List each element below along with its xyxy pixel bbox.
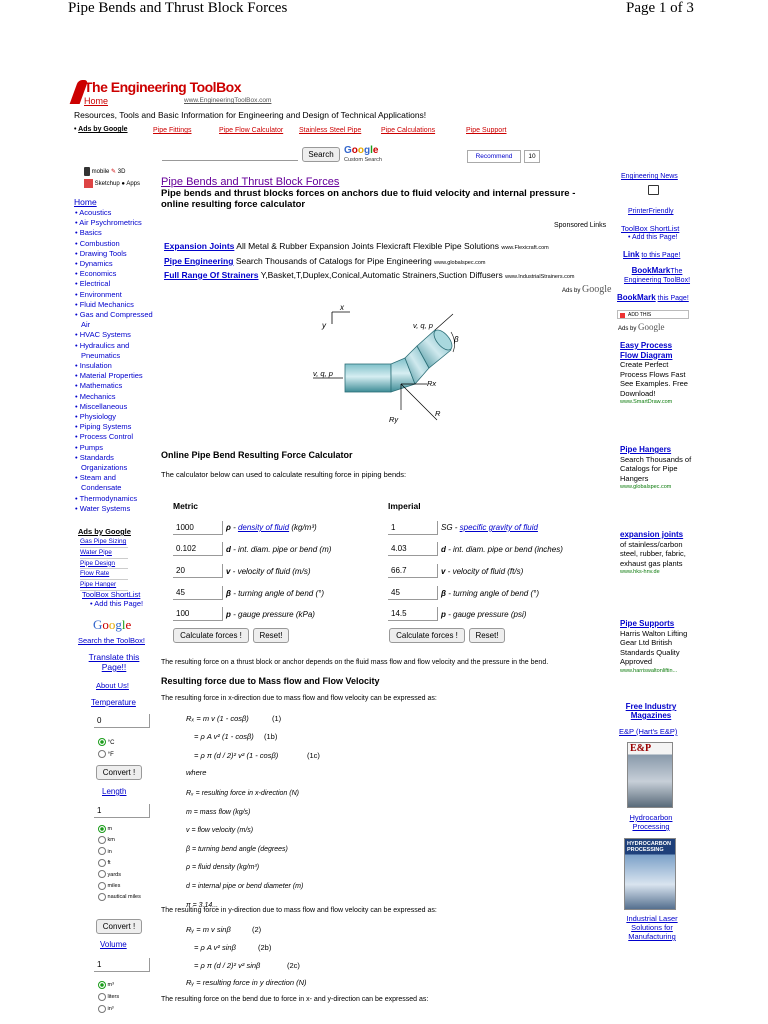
velocity-input[interactable]: 20 xyxy=(173,564,223,578)
length-input[interactable]: 1 xyxy=(94,804,150,818)
engineering-news-link[interactable]: Engineering News xyxy=(621,173,678,180)
diameter-label: d - int. diam. pipe or bend (m) xyxy=(226,545,332,554)
addthis-button[interactable]: ADD THIS xyxy=(617,310,689,319)
ry-label: Ry xyxy=(389,415,399,424)
mobile-icon[interactable] xyxy=(84,167,90,176)
right-ad-3: expansion joints of stainless/carbon steel, rubber, fabric, exhaust gas plants www.hks-hnv.de xyxy=(620,530,692,578)
diameter-imperial-label: d - int. diam. pipe or bend (inches) xyxy=(441,545,563,554)
definitions-list xyxy=(186,785,303,915)
nav-item[interactable]: Pneumatics xyxy=(81,350,121,360)
nav-item[interactable]: • Thermodynamics xyxy=(75,493,138,503)
page-subtitle: Pipe bends and thrust blocks forces on anchors due to fluid velocity and internal pressure - online resulting force calculator xyxy=(161,188,576,210)
y-axis-label: y xyxy=(322,321,326,330)
right-ads-by-google[interactable]: Ads by Google xyxy=(618,322,665,332)
radio[interactable] xyxy=(98,893,106,901)
left-add-page-link[interactable]: • Add this Page! xyxy=(90,599,144,608)
sponsor-link[interactable]: Expansion Joints xyxy=(164,241,235,251)
equation-1-number: (1) xyxy=(272,714,282,723)
equation-2: Rᵧ = m v sinβ xyxy=(186,925,231,934)
ads-by-google-main[interactable]: Ads by Google xyxy=(562,284,612,295)
angle-label: β - turning angle of bend (°) xyxy=(226,589,325,598)
nav-item[interactable]: • Gas and Compressed xyxy=(75,310,153,320)
calculator-intro: The calculator below can used to calculate resulting force in piping bends: xyxy=(161,470,407,479)
pressure-imperial-input[interactable]: 14.5 xyxy=(388,607,438,621)
inlet-flow-label: v, q, p xyxy=(313,369,333,378)
beta-label: β xyxy=(454,335,459,344)
recommend-button[interactable]: Recommend xyxy=(467,150,521,163)
density-label: ρ - density of fluid (kg/m³) xyxy=(226,523,317,532)
left-ad-link[interactable]: Gas Pipe Sizing xyxy=(80,537,128,548)
volume-options xyxy=(98,979,119,1015)
radio[interactable] xyxy=(98,993,106,1001)
nav-item[interactable]: • Process Control xyxy=(75,432,134,442)
custom-search-label: Custom Search xyxy=(344,157,382,163)
length-link[interactable]: Length xyxy=(102,787,127,796)
reset-imperial-button[interactable]: Reset! xyxy=(469,628,505,643)
nav-item[interactable]: • Acoustics xyxy=(75,208,112,217)
velocity-imperial-input[interactable]: 66.7 xyxy=(388,564,438,578)
nav-item[interactable]: • Steam and xyxy=(75,473,116,483)
equation-2-number: (2) xyxy=(252,925,262,934)
pressure-label: p - gauge pressure (kPa) xyxy=(226,610,315,619)
left-ads-list xyxy=(80,537,128,591)
radio[interactable] xyxy=(98,1005,106,1013)
pressure-imperial-label: p - gauge pressure (psi) xyxy=(441,610,527,619)
adbar-label: • Ads by Google xyxy=(74,126,128,133)
tagline: Resources, Tools and Basic Information for Engineering and Design of Technical Applications! xyxy=(74,110,427,120)
calculate-metric-button[interactable]: Calculate forces ! xyxy=(173,628,249,643)
where-label: where xyxy=(186,768,207,777)
x-axis-label: x xyxy=(340,303,344,312)
nav-item[interactable]: • Dynamics xyxy=(75,259,113,269)
site-url[interactable]: www.EngineeringToolBox.com xyxy=(184,97,272,104)
nav-item[interactable]: • Pumps xyxy=(75,442,104,452)
unit-option[interactable]: ft xyxy=(98,858,141,869)
pencil-icon[interactable]: ✎ xyxy=(111,169,117,175)
left-icons[interactable] xyxy=(84,166,140,190)
radio[interactable] xyxy=(98,750,106,758)
definition: d = internal pipe or bend diameter (m) xyxy=(186,882,304,890)
equation-2b: = ρ A v² sinβ xyxy=(194,943,236,952)
density-input[interactable]: 1000 xyxy=(173,521,223,535)
nav-item[interactable]: • Material Properties xyxy=(75,371,143,381)
pipe-inlet xyxy=(345,364,391,392)
angle-imperial-input[interactable]: 45 xyxy=(388,586,438,600)
volume-input[interactable]: 1 xyxy=(94,958,150,972)
left-shortlist-link[interactable]: ToolBox ShortList xyxy=(82,590,141,599)
magazine-2-link[interactable]: Hydrocarbon Processing xyxy=(629,813,673,831)
radio-selected[interactable] xyxy=(98,981,106,989)
final-text: The resulting force on the bend due to force in x- and y-direction can be expressed as: xyxy=(161,996,429,1003)
rx-label: Rx xyxy=(427,379,437,388)
left-ads-label: Ads by Google xyxy=(78,527,131,536)
sponsored-label: Sponsored Links xyxy=(554,222,607,229)
section-heading: Resulting force due to Mass flow and Flow Velocity xyxy=(161,676,380,686)
outlet-flow-arrow xyxy=(435,314,453,330)
temperature-link[interactable]: Temperature xyxy=(91,698,136,707)
equation-2c-number: (2c) xyxy=(287,961,300,970)
nav-item[interactable]: • Fluid Mechanics xyxy=(75,299,134,309)
nav-item[interactable]: • Piping Systems xyxy=(75,422,132,432)
left-home-link[interactable]: Home xyxy=(74,197,97,207)
unit-option[interactable]: in³ xyxy=(98,1003,119,1015)
definition: m = mass flow (kg/s) xyxy=(186,808,251,816)
left-google-logo: Google xyxy=(93,617,132,632)
sponsor-link[interactable]: Pipe Engineering xyxy=(164,256,234,266)
definition: ρ = fluid density (kg/m³) xyxy=(186,864,260,872)
nav-item[interactable]: • Standards xyxy=(75,452,114,462)
length-convert-button[interactable]: Convert ! xyxy=(96,919,142,934)
magazine-2-cover[interactable]: HYDROCARBON PROCESSING xyxy=(624,838,676,910)
nav-item[interactable]: • Air Psychrometrics xyxy=(75,218,142,228)
length-options xyxy=(98,824,141,904)
right-ad-link[interactable]: Easy Process Flow Diagram xyxy=(620,341,673,360)
right-ad-link[interactable]: expansion joints xyxy=(620,530,684,539)
sketchup-link[interactable]: Sketchup xyxy=(94,181,120,187)
outlet-flow-label: v, q, p xyxy=(413,321,433,330)
reset-metric-button[interactable]: Reset! xyxy=(253,628,289,643)
equation-2b-number: (2b) xyxy=(258,943,272,952)
angle-imperial-label: β - turning angle of bend (°) xyxy=(441,589,540,598)
radio[interactable] xyxy=(98,836,106,844)
temperature-input[interactable]: 0 xyxy=(94,714,150,728)
equation-1b: = ρ A v² (1 - cosβ) xyxy=(194,732,254,741)
result-text: The resulting force on a thrust block or anchor depends on the fluid mass flow and flow velocity and the pressure in the bend. xyxy=(161,659,549,666)
velocity-imperial-label: v - velocity of fluid (ft/s) xyxy=(441,567,524,576)
apps-link[interactable]: Apps xyxy=(126,181,141,187)
printer-icon[interactable] xyxy=(648,185,659,195)
radio[interactable] xyxy=(98,870,106,878)
adbar-link-fittings[interactable]: Pipe Fittings xyxy=(153,127,192,134)
equation-1b-number: (1b) xyxy=(264,732,278,741)
magazine-1-cover[interactable]: E&P xyxy=(627,742,673,808)
r-label: R xyxy=(435,409,441,418)
apple-icon[interactable]: ● xyxy=(121,181,125,187)
nav-item[interactable]: • Miscellaneous xyxy=(75,401,128,411)
page-number: Page 1 of 3 xyxy=(626,0,694,16)
free-magazines-link[interactable]: Free Industry Magazines xyxy=(625,702,677,720)
nav-item[interactable]: • Combustion xyxy=(75,238,120,248)
diameter-input[interactable]: 0.102 xyxy=(173,542,223,556)
right-ad-4: Pipe Supports Harris Walton Lifting Gear Ltd British Standards Quality Approved www.harriswaltonliftin... xyxy=(620,619,696,676)
nav-item[interactable]: • Physiology xyxy=(75,412,116,422)
definition: Rₓ = resulting force in x-direction (N) xyxy=(186,790,299,797)
search-input[interactable] xyxy=(162,147,298,161)
nav-item[interactable]: • Mechanics xyxy=(75,391,116,401)
left-nav xyxy=(75,208,160,514)
adbar-link-support[interactable]: Pipe Support xyxy=(466,127,507,134)
nav-item[interactable]: • Mathematics xyxy=(75,381,123,391)
equation-1c: = ρ π (d / 2)² v² (1 - cosβ) xyxy=(194,751,279,760)
page-title[interactable]: Pipe Bends and Thrust Block Forces xyxy=(161,176,340,188)
logo-home-link[interactable]: Home xyxy=(84,96,109,106)
radio-selected[interactable] xyxy=(98,825,106,833)
definition: β = turning bend angle (degrees) xyxy=(186,845,288,853)
adbar-link-flow-calc[interactable]: Pipe Flow Calculator xyxy=(219,127,284,134)
right-ad-2: Pipe Hangers Search Thousands of Catalogs for Pipe Hangers www.globalspec.com xyxy=(620,445,692,490)
definition: π = 3.14... xyxy=(186,901,219,909)
calculate-imperial-button[interactable]: Calculate forces ! xyxy=(389,628,465,643)
about-link[interactable]: About Us! xyxy=(96,681,129,690)
addthis-icon xyxy=(620,313,625,318)
unit-option[interactable]: liters xyxy=(98,991,119,1003)
recommend-count: 10 xyxy=(524,150,540,163)
equation-1: Rₓ = m v (1 - cosβ) xyxy=(186,714,249,723)
sponsor-2: Pipe Engineering Search Thousands of Catalogs for Pipe Engineering www.globalspec.com xyxy=(164,256,486,266)
unit-option[interactable]: m xyxy=(98,824,141,835)
unit-option[interactable]: in xyxy=(98,847,141,858)
nav-item[interactable]: • Water Systems xyxy=(75,503,131,513)
magazine-3-link[interactable]: Industrial Laser Solutions for Manufacturing xyxy=(626,914,678,941)
search-toolbox-link[interactable]: Search the ToolBox! xyxy=(78,636,145,645)
unit-option[interactable]: nautical miles xyxy=(98,892,141,903)
nav-item[interactable]: • Drawing Tools xyxy=(75,248,127,258)
nav-item[interactable]: Condensate xyxy=(81,483,122,493)
radio[interactable] xyxy=(98,847,106,855)
r-arrow xyxy=(401,384,437,420)
sponsor-3: Full Range Of Strainers Y,Basket,T,Duplex,Conical,Automatic Strainers,Suction Diffusers www.IndustrialStrainers.com xyxy=(164,270,575,280)
radio-selected[interactable] xyxy=(98,738,106,746)
right-add-page-link[interactable]: • Add this Page! xyxy=(628,234,678,241)
logo-text[interactable]: The Engineering ToolBox xyxy=(84,79,242,95)
unit-option[interactable]: m³ xyxy=(98,979,119,991)
nav-item[interactable]: • Insulation xyxy=(75,361,112,371)
bookmark-toolbox[interactable]: BookMarkThe Engineering ToolBox! xyxy=(623,266,691,284)
printer-friendly-link[interactable]: PrinterFriendly xyxy=(628,208,674,215)
bookmark-page[interactable]: BookMark this Page! xyxy=(617,293,689,302)
left-ad-link[interactable]: Water Pipe xyxy=(80,548,128,559)
right-shortlist-link[interactable]: ToolBox ShortList xyxy=(621,224,680,233)
nav-item[interactable]: • Electrical xyxy=(75,279,111,289)
velocity-label: v - velocity of fluid (m/s) xyxy=(226,567,311,576)
metric-label: Metric xyxy=(173,501,199,511)
x-direction-intro: The resulting force in x-direction due to mass flow and flow velocity can be expressed as: xyxy=(161,695,437,702)
sg-label: SG - specific gravity of fluid xyxy=(441,523,538,532)
calculator-title: Online Pipe Bend Resulting Force Calculator xyxy=(161,450,353,460)
document-title: Pipe Bends and Thrust Block Forces xyxy=(68,0,288,16)
nav-item[interactable]: Air xyxy=(81,320,91,330)
equation-2c: = ρ π (d / 2)² v² sinβ xyxy=(194,961,261,970)
right-ad-link[interactable]: Pipe Supports xyxy=(620,619,675,628)
translate-link[interactable]: Translate this Page!! xyxy=(88,652,140,672)
left-ad-link[interactable]: Pipe Design xyxy=(80,559,128,570)
left-ad-link[interactable]: Flow Rate xyxy=(80,569,128,580)
radio[interactable] xyxy=(98,882,106,890)
sponsor-1: Expansion Joints All Metal & Rubber Expansion Joints Flexicraft Flexible Pipe Solutions www.Flexicraft.com xyxy=(164,241,549,251)
nav-item[interactable]: Organizations xyxy=(81,463,128,473)
temperature-options xyxy=(98,737,114,761)
unit-option[interactable]: °C xyxy=(98,737,114,749)
y-direction-intro: The resulting force in y-direction due to mass flow and flow velocity can be expressed as: xyxy=(161,907,437,914)
pipe-bend-diagram xyxy=(305,302,475,440)
equation-1c-number: (1c) xyxy=(307,751,320,760)
sg-input[interactable]: 1 xyxy=(388,521,438,535)
definition: v = flow velocity (m/s) xyxy=(186,827,254,835)
unit-option[interactable]: miles xyxy=(98,881,141,892)
magazine-1-link[interactable]: E&P (Hart's E&P) xyxy=(619,727,678,736)
search-button[interactable]: Search xyxy=(302,147,340,162)
right-ad-1: Easy Process Flow Diagram Create Perfect Process Flows Fast See Examples. Free Download! www.SmartDraw.com xyxy=(620,341,692,408)
diameter-imperial-input[interactable]: 4.03 xyxy=(388,542,438,556)
link-this-page[interactable]: Link to this Page! xyxy=(623,250,681,259)
nav-item[interactable]: • Basics xyxy=(75,228,102,238)
unit-option[interactable]: km xyxy=(98,835,141,846)
volume-link[interactable]: Volume xyxy=(100,940,127,949)
nav-item[interactable]: • HVAC Systems xyxy=(75,330,131,340)
unit-option[interactable]: yards xyxy=(98,870,141,881)
pressure-input[interactable]: 100 xyxy=(173,607,223,621)
sketchup-icon[interactable] xyxy=(84,179,93,188)
adbar-link-calculations[interactable]: Pipe Calculations xyxy=(381,127,436,134)
radio[interactable] xyxy=(98,859,106,867)
nav-item[interactable]: • Economics xyxy=(75,269,117,279)
mobile-link[interactable]: mobile xyxy=(91,169,110,175)
imperial-label: Imperial xyxy=(388,501,421,511)
ry-definition: Rᵧ = resulting force in y direction (N) xyxy=(186,978,307,987)
adbar-link-stainless[interactable]: Stainless Steel Pipe xyxy=(299,127,362,134)
angle-input[interactable]: 45 xyxy=(173,586,223,600)
google-logo: Google xyxy=(344,145,379,156)
sponsor-link[interactable]: Full Range Of Strainers xyxy=(164,270,259,280)
temperature-convert-button[interactable]: Convert ! xyxy=(96,765,142,780)
3d-link[interactable]: 3D xyxy=(117,169,126,175)
nav-item[interactable]: • Hydraulics and xyxy=(75,340,130,350)
unit-option[interactable]: °F xyxy=(98,749,114,761)
left-ad-link[interactable]: Pipe Hanger xyxy=(80,580,128,591)
nav-item[interactable]: • Environment xyxy=(75,289,122,299)
right-ad-link[interactable]: Pipe Hangers xyxy=(620,445,672,454)
